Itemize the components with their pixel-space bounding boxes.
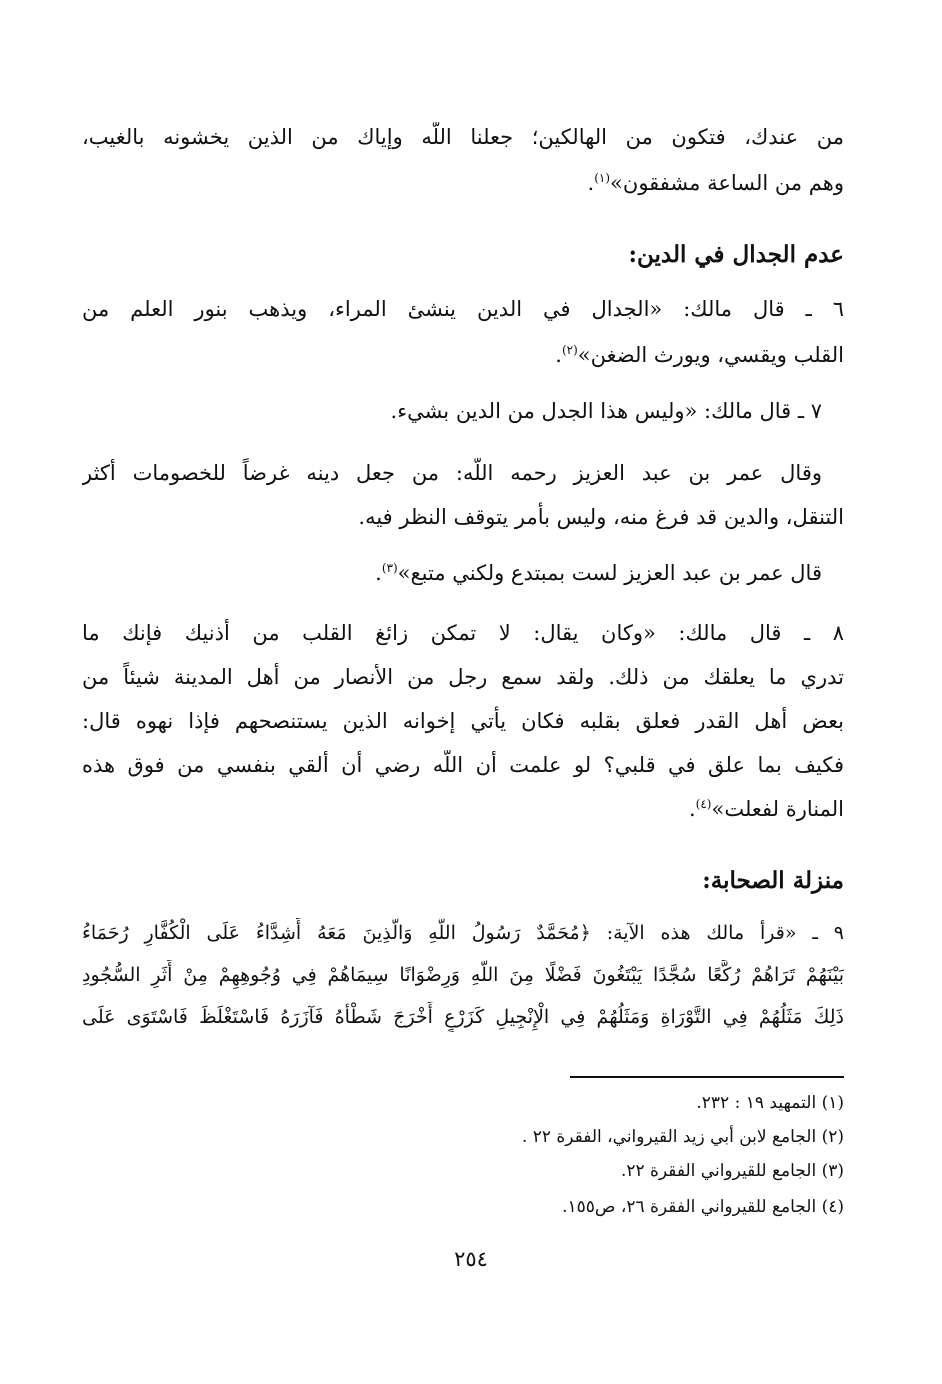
para-umar2-text: قال عمر بن عبد العزيز لست بمبتدع ولكني متبع»	[397, 561, 822, 585]
para7: ٧ ـ قال مالك: «وليس هذا الجدل من الدين بشيء.	[390, 399, 822, 423]
para1-line2-end: .	[587, 171, 595, 195]
para1-line2	[82, 168, 844, 198]
footnote-ref-3[interactable]: (٣)	[381, 561, 398, 575]
footnote-3: (٣) الجامع للقيرواني الفقرة ٢٢.	[620, 1161, 844, 1181]
para8-line5-text: المنارة لفعلت»	[711, 797, 844, 821]
section-heading-no-dispute: عدم الجدال في الدين:	[628, 241, 844, 268]
para6-line2	[82, 340, 844, 370]
para8-line3: بعض أهل القدر فعلق بقلبه فكان يأتي إخوانه الذين يستنصحهم فإذا نهوه قال:	[82, 709, 844, 733]
footnote-separator	[570, 1076, 844, 1078]
footnote-ref-2[interactable]: (٢)	[561, 343, 578, 357]
para8-line1: ٨ ـ قال مالك: «وكان يقال: لا تمكن زائغ القلب من أذنيك فإنك ما	[82, 621, 844, 645]
para6-line2-end: .	[555, 343, 562, 367]
para1-line2-text: وهم من الساعة مشفقون»	[610, 171, 844, 195]
footnote-1: (١) التمهيد ١٩ : ٢٣٢.	[696, 1093, 844, 1113]
para-umar-line2: التنقل، والدين قد فرغ منه، وليس بأمر يتوقف النظر فيه.	[358, 505, 844, 529]
para9-line1: ٩ ـ «قرأ مالك هذه الآية: ﴿مُحَمَّدٌ رَسُولُ اللَّهِ وَالَّذِينَ مَعَهُ أَشِدَّاءُ عَلَى الْكُفَّارِ رُحَمَاءُ	[82, 922, 844, 944]
para8-line5	[82, 794, 844, 824]
section-heading-companions: منزلة الصحابة:	[702, 867, 844, 894]
footnote-ref-1[interactable]: (١)	[594, 171, 611, 185]
para-umar2	[82, 558, 822, 588]
para6-line2-text: القلب ويقسي، ويورث الضغن»	[577, 343, 844, 367]
page-number: ٢٥٤	[454, 1247, 488, 1271]
para-umar2-end: .	[375, 561, 382, 585]
para8-line2: تدري ما يعلقك من ذلك. ولقد سمع رجل من الأنصار من أهل المدينة شيئاً من	[82, 665, 844, 689]
para1-line1: من عندك، فتكون من الهالكين؛ جعلنا اللّه وإياك من الذين يخشونه بالغيب،	[82, 125, 844, 149]
footnote-4: (٤) الجامع للقيرواني الفقرة ٢٦، ص١٥٥.	[562, 1197, 844, 1217]
para9-line3: ذَلِكَ مَثَلُهُمْ فِي التَّوْرَاةِ وَمَثَلُهُمْ فِي الْإِنْجِيلِ كَزَرْعٍ أَخْرَجَ شَطْأَهُ فَآزَرَهُ فَاسْتَغْلَظَ فَاسْتَوَى عَلَى	[82, 1006, 844, 1028]
para-umar-line1: وقال عمر بن عبد العزيز رحمه اللّه: من جعل دينه غرضاً للخصومات أكثر	[82, 461, 822, 485]
para8-line5-end: .	[688, 797, 696, 821]
footnote-2: (٢) الجامع لابن أبي زيد القيرواني، الفقرة ٢٢ .	[521, 1127, 844, 1147]
para9-line2: بَيْنَهُمْ تَرَاهُمْ رُكَّعًا سُجَّدًا يَبْتَغُونَ فَضْلًا مِنَ اللَّهِ وَرِضْوَانًا سِيمَاهُمْ فِي وُجُوهِهِمْ مِنْ أَثَرِ السُّجُودِ	[82, 964, 844, 986]
footnote-ref-4[interactable]: (٤)	[695, 797, 712, 811]
para8-line4: فكيف بما علق في قلبي؟ لو علمت أن اللّه رضي أن ألقي بنفسي من فوق هذه	[82, 753, 844, 777]
para6-line1: ٦ ـ قال مالك: «الجدال في الدين ينشئ المراء، ويذهب بنور العلم من	[82, 297, 844, 321]
